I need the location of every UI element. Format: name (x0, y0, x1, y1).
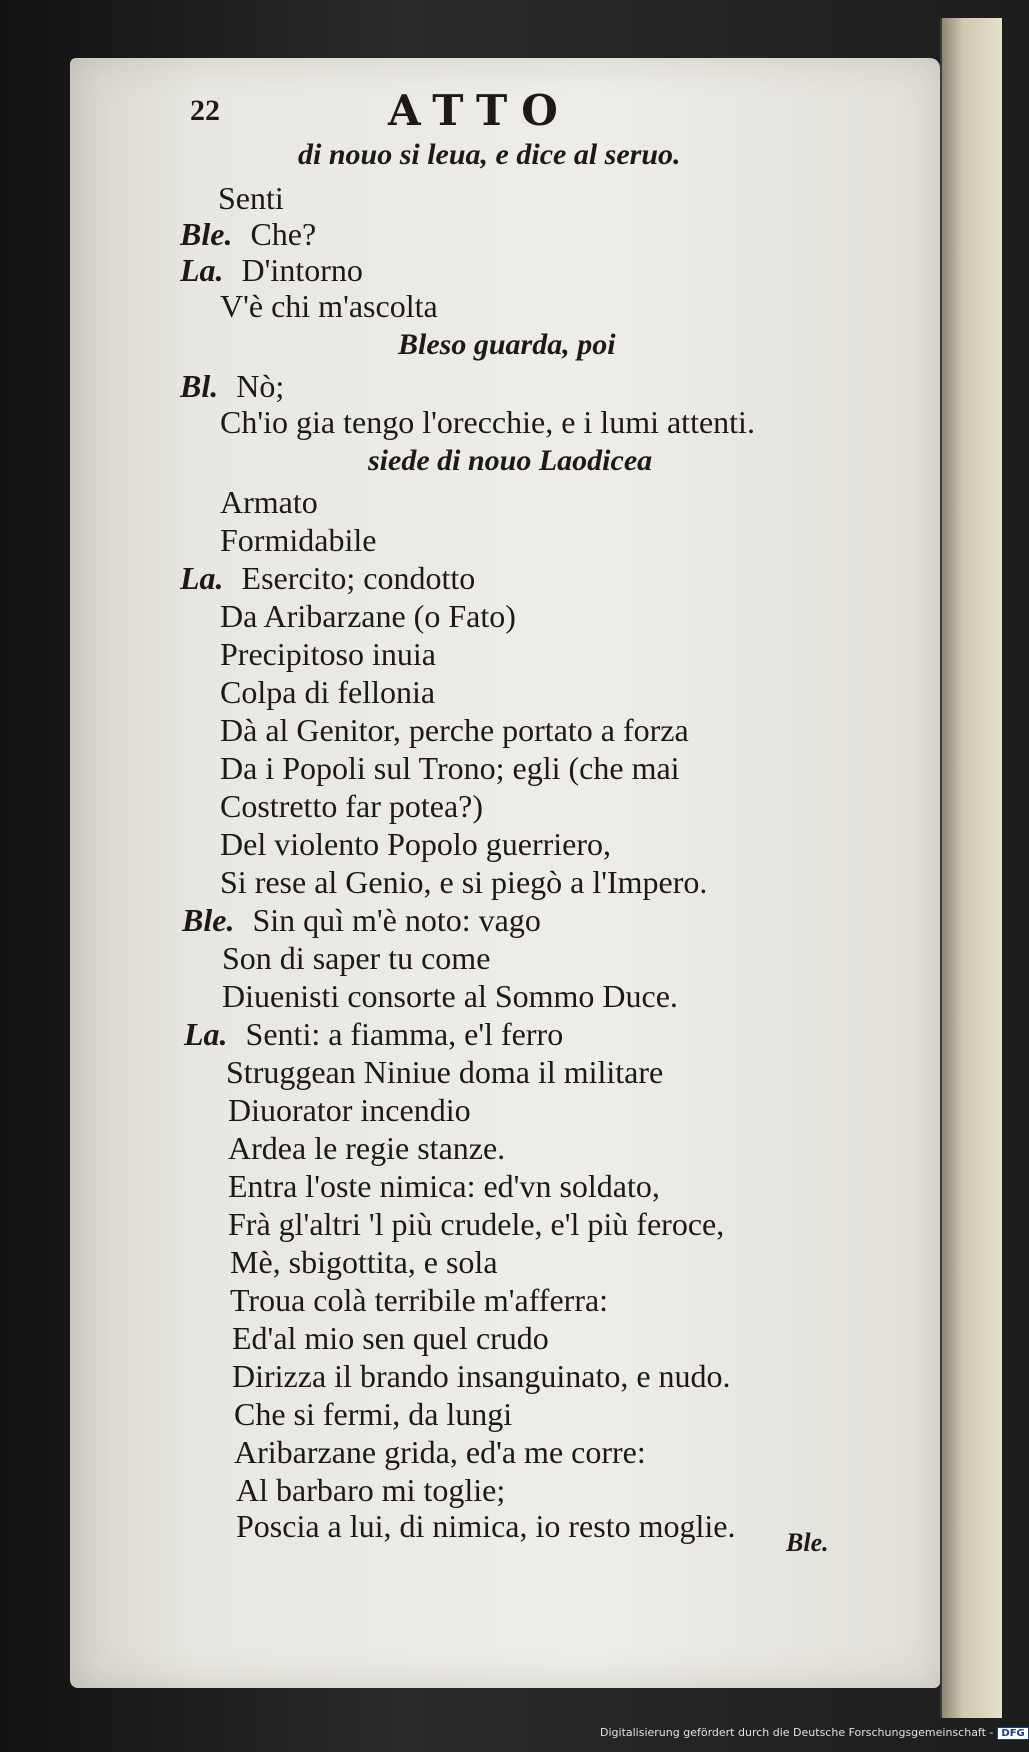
verse-line (228, 1092, 471, 1129)
verse-line (180, 216, 316, 253)
stage-direction: Bleso guarda, poi (398, 328, 616, 361)
show-through-text (400, 178, 820, 558)
verse-text: Poscia a lui, di nimica, io resto moglie. (236, 1508, 736, 1544)
verse-line (232, 1320, 549, 1357)
verse-line (228, 1206, 724, 1243)
verse-text: Frà gl'altri 'l più crudele, e'l più feroce, (228, 1206, 725, 1242)
verse-text: Mè, sbigottita, e sola (230, 1244, 498, 1280)
verse-text: D'intorno (241, 252, 363, 288)
adjacent-page-edge (940, 18, 1002, 1718)
verse-text: Diuorator incendio (228, 1092, 471, 1128)
verse-line (228, 1130, 505, 1167)
speaker-label: La. (180, 252, 224, 288)
verse-text: Aribarzane grida, ed'a me corre: (234, 1434, 646, 1470)
verse-line (220, 864, 707, 901)
verse-text: Senti: a fiamma, e'l ferro (245, 1016, 564, 1052)
verse-line (220, 788, 483, 825)
verse-text: Al barbaro mi toglie; (236, 1472, 506, 1508)
verse-line (218, 180, 284, 217)
speaker-label: La. (180, 560, 224, 596)
catchword: Ble. (786, 1528, 829, 1557)
verse-line (182, 902, 541, 939)
verse-line (220, 522, 376, 559)
verse-line (220, 636, 436, 673)
verse-line (228, 1168, 660, 1205)
verse-text: Troua colà terribile m'afferra: (230, 1282, 609, 1318)
verse-line (220, 712, 689, 749)
verse-line (184, 1016, 563, 1053)
verse-text: Entra l'oste nimica: ed'vn soldato, (228, 1168, 660, 1204)
footer-credit-text: Digitalisierung gefördert durch die Deutsche Forschungsgemeinschaft - (600, 1726, 994, 1739)
verse-text: Ch'io gia tengo l'orecchie, e i lumi attenti. (220, 404, 755, 440)
verse-line (220, 288, 438, 325)
verse-line (180, 368, 284, 405)
speaker-label: Bl. (180, 368, 219, 404)
footer-credit (600, 1726, 1025, 1746)
verse-text: Dà al Genitor, perche portato a forza (220, 712, 689, 748)
verse-line (234, 1434, 646, 1471)
verse-line (230, 1244, 498, 1281)
verse-line (222, 940, 490, 977)
verse-text: V'è chi m'ascolta (220, 288, 438, 324)
verse-line (234, 1396, 512, 1433)
verse-line (220, 826, 611, 863)
verse-text: Del violento Popolo guerriero, (220, 826, 612, 862)
verse-line (226, 1054, 663, 1091)
verse-text: Esercito; condotto (241, 560, 476, 596)
verse-text: Ardea le regie stanze. (228, 1130, 506, 1166)
verse-text: Son di saper tu come (222, 940, 491, 976)
verse-line (180, 252, 363, 289)
page-number: 22 (190, 94, 220, 127)
verse-text: Armato (220, 484, 318, 520)
verse-line (236, 1508, 735, 1545)
verse-text: Che si fermi, da lungi (234, 1396, 513, 1432)
verse-text: Si rese al Genio, e si piegò a l'Impero. (220, 864, 708, 900)
verse-text: Senti (218, 180, 284, 216)
verse-line (220, 674, 435, 711)
verse-text: Da i Popoli sul Trono; egli (che mai (220, 750, 680, 786)
verse-text: Diuenisti consorte al Sommo Duce. (222, 978, 678, 1014)
verse-line (236, 1472, 505, 1509)
stage-direction: di nouo si leua, e dice al seruo. (298, 138, 681, 171)
verse-text: Nò; (236, 368, 285, 404)
speaker-label: Ble. (180, 216, 233, 252)
verse-text: Sin quì m'è noto: vago (252, 902, 541, 938)
verse-text: Costretto far potea?) (220, 788, 483, 824)
verse-text: Struggean Niniue doma il militare (226, 1054, 664, 1090)
stage-direction: siede di nouo Laodicea (368, 444, 653, 477)
verse-line (180, 560, 475, 597)
running-head: ATTO (388, 86, 572, 135)
speaker-label: Ble. (182, 902, 235, 938)
verse-text: Colpa di fellonia (220, 674, 436, 710)
verse-line (230, 1282, 608, 1319)
verse-line (222, 978, 678, 1015)
verse-line (220, 598, 516, 635)
verse-text: Dirizza il brando insanguinato, e nudo. (232, 1358, 731, 1394)
verse-line (220, 484, 318, 521)
verse-text: Ed'al mio sen quel crudo (232, 1320, 549, 1356)
speaker-label: La. (184, 1016, 228, 1052)
verse-text: Da Aribarzane (o Fato) (220, 598, 516, 634)
dfg-logo: DFG (997, 1727, 1028, 1740)
verse-text: Precipitoso inuia (220, 636, 436, 672)
verse-line (220, 404, 755, 441)
verse-text: Formidabile (220, 522, 377, 558)
verse-line (232, 1358, 731, 1395)
verse-line (220, 750, 680, 787)
verse-text: Che? (250, 216, 317, 252)
